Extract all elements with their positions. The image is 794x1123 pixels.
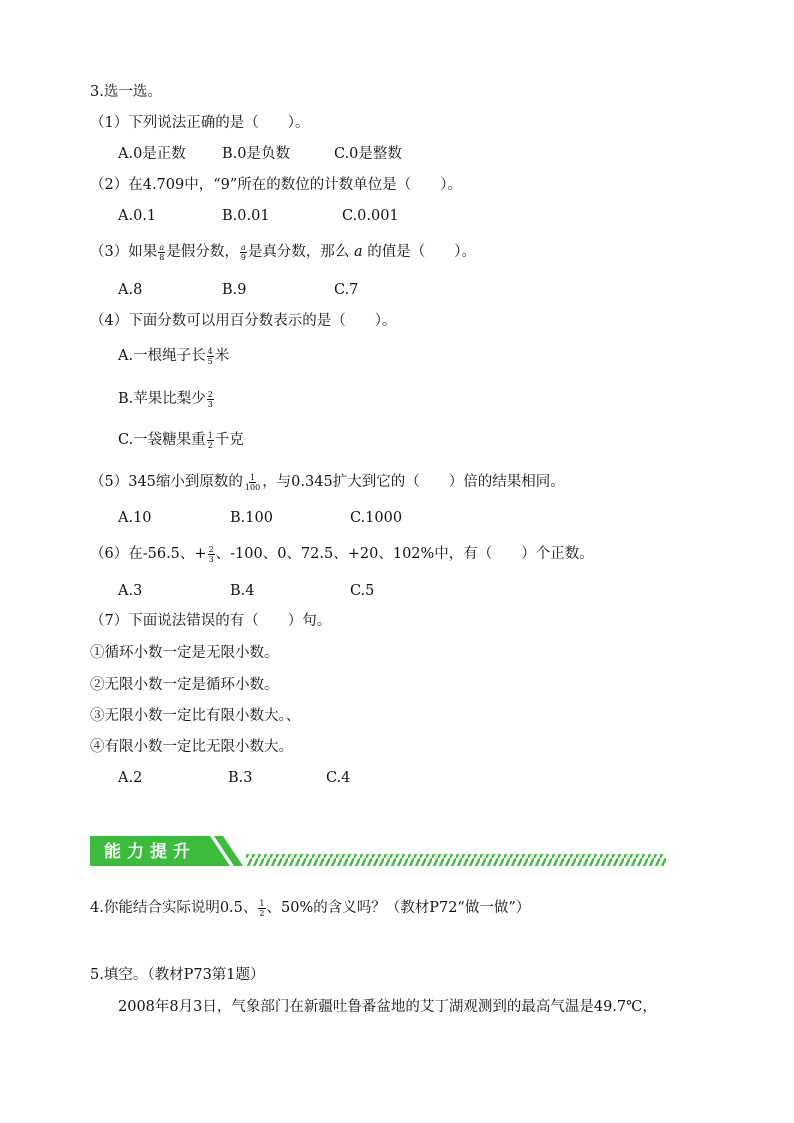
q2-options: [118, 206, 399, 226]
q7-option-b: B.3: [228, 770, 253, 786]
q4-fraction-a: $\frac{4}{5}$: [207, 346, 213, 366]
q6-option-a: A.3: [118, 583, 143, 599]
q3-option-b: B.9: [222, 282, 247, 298]
q4-stem: （4）下面分数可以用百分数表示的是（ ）。: [90, 313, 397, 329]
q7-statement-1: ①循环小数一定是无限小数。: [90, 645, 279, 661]
q2-option-b: B.0.01: [222, 208, 270, 224]
q5-option-a: A.10: [118, 510, 152, 526]
q5-options: [118, 508, 402, 528]
q3-stem: （3）如果 $\frac{a}{8}$ 是假分数， $\frac{a}{9}$ 是真分数，那么 a 的值是（ ）。: [90, 242, 477, 262]
q3-variable: a: [354, 244, 363, 260]
q1-option-c: C.0是整数: [334, 146, 402, 162]
q1-options: [118, 144, 402, 164]
q7-option-c: C.4: [326, 770, 351, 786]
q3-option-a: A.8: [118, 282, 143, 298]
q3-fraction-1: $\frac{a}{8}$: [159, 242, 165, 262]
section-3-title: 3.选一选。: [90, 84, 162, 100]
q5-option-b: B.100: [230, 510, 273, 526]
q7-statement-2: ②无限小数一定是循环小数。: [90, 677, 279, 693]
q3-options: [118, 280, 358, 300]
q1-option-b: B.0是负数: [222, 146, 290, 162]
q5-stem: （5）345缩小到原数的 $\frac{1}{100}$ ，与0.345扩大到它的（ ）倍的结果相同。: [90, 472, 565, 492]
q7-options: [118, 768, 350, 788]
q1-option-a: A.0是正数: [118, 146, 186, 162]
q7-option-a: A.2: [118, 770, 143, 786]
q4-option-a: A.一根绳子长 $\frac{4}{5}$ 米: [118, 346, 230, 366]
section-4-fraction: $\frac{1}{2}$: [259, 898, 265, 918]
q6-options: [118, 581, 374, 601]
q3-fraction-2: $\frac{a}{9}$: [240, 242, 246, 262]
q6-fraction: $\frac{2}{3}$: [208, 544, 214, 564]
q2-option-a: A.0.1: [118, 208, 157, 224]
q4-option-b: B.苹果比梨少 $\frac{2}{3}$: [118, 389, 213, 409]
q3-option-c: C.7: [334, 282, 359, 298]
q2-option-c: C.0.001: [342, 208, 399, 224]
q4-fraction-b: $\frac{2}{3}$: [207, 389, 213, 409]
q6-stem: （6）在-56.5、+ $\frac{2}{3}$ 、-100、0、72.5、+20、102%中，有（ ）个正数。: [90, 544, 594, 564]
section-5-paragraph: 2008年8月3日，气象部门在新疆吐鲁番盆地的艾丁湖观测到的最高气温是49.7℃，: [118, 999, 657, 1015]
q7-stem: （7）下面说法错误的有（ ）句。: [90, 613, 332, 629]
q6-option-c: C.5: [350, 583, 375, 599]
section-5-title: 5.填空。（教材P73第1题）: [90, 967, 265, 983]
banner-title: 能力提升: [104, 842, 196, 862]
banner-hatched-bar: [246, 854, 666, 866]
q1-stem: （1）下列说法正确的是（ ）。: [90, 115, 310, 131]
q5-fraction: $\frac{1}{100}$: [244, 472, 261, 492]
q5-option-c: C.1000: [350, 510, 403, 526]
q7-statement-4: ④有限小数一定比无限小数大。: [90, 739, 293, 755]
q4-fraction-c: $\frac{1}{2}$: [207, 430, 213, 450]
q6-option-b: B.4: [230, 583, 255, 599]
q4-option-c: C.一袋糖果重 $\frac{1}{2}$ 千克: [118, 430, 244, 450]
q2-stem: （2）在4.709中，“9”所在的数位的计数单位是（ ）。: [90, 177, 463, 193]
q7-statement-3: ③无限小数一定比有限小数大。、: [90, 708, 301, 724]
section-4-question: 4.你能结合实际说明0.5、 $\frac{1}{2}$ 、50%的含义吗？（教材P72“做一做”）: [90, 898, 531, 918]
